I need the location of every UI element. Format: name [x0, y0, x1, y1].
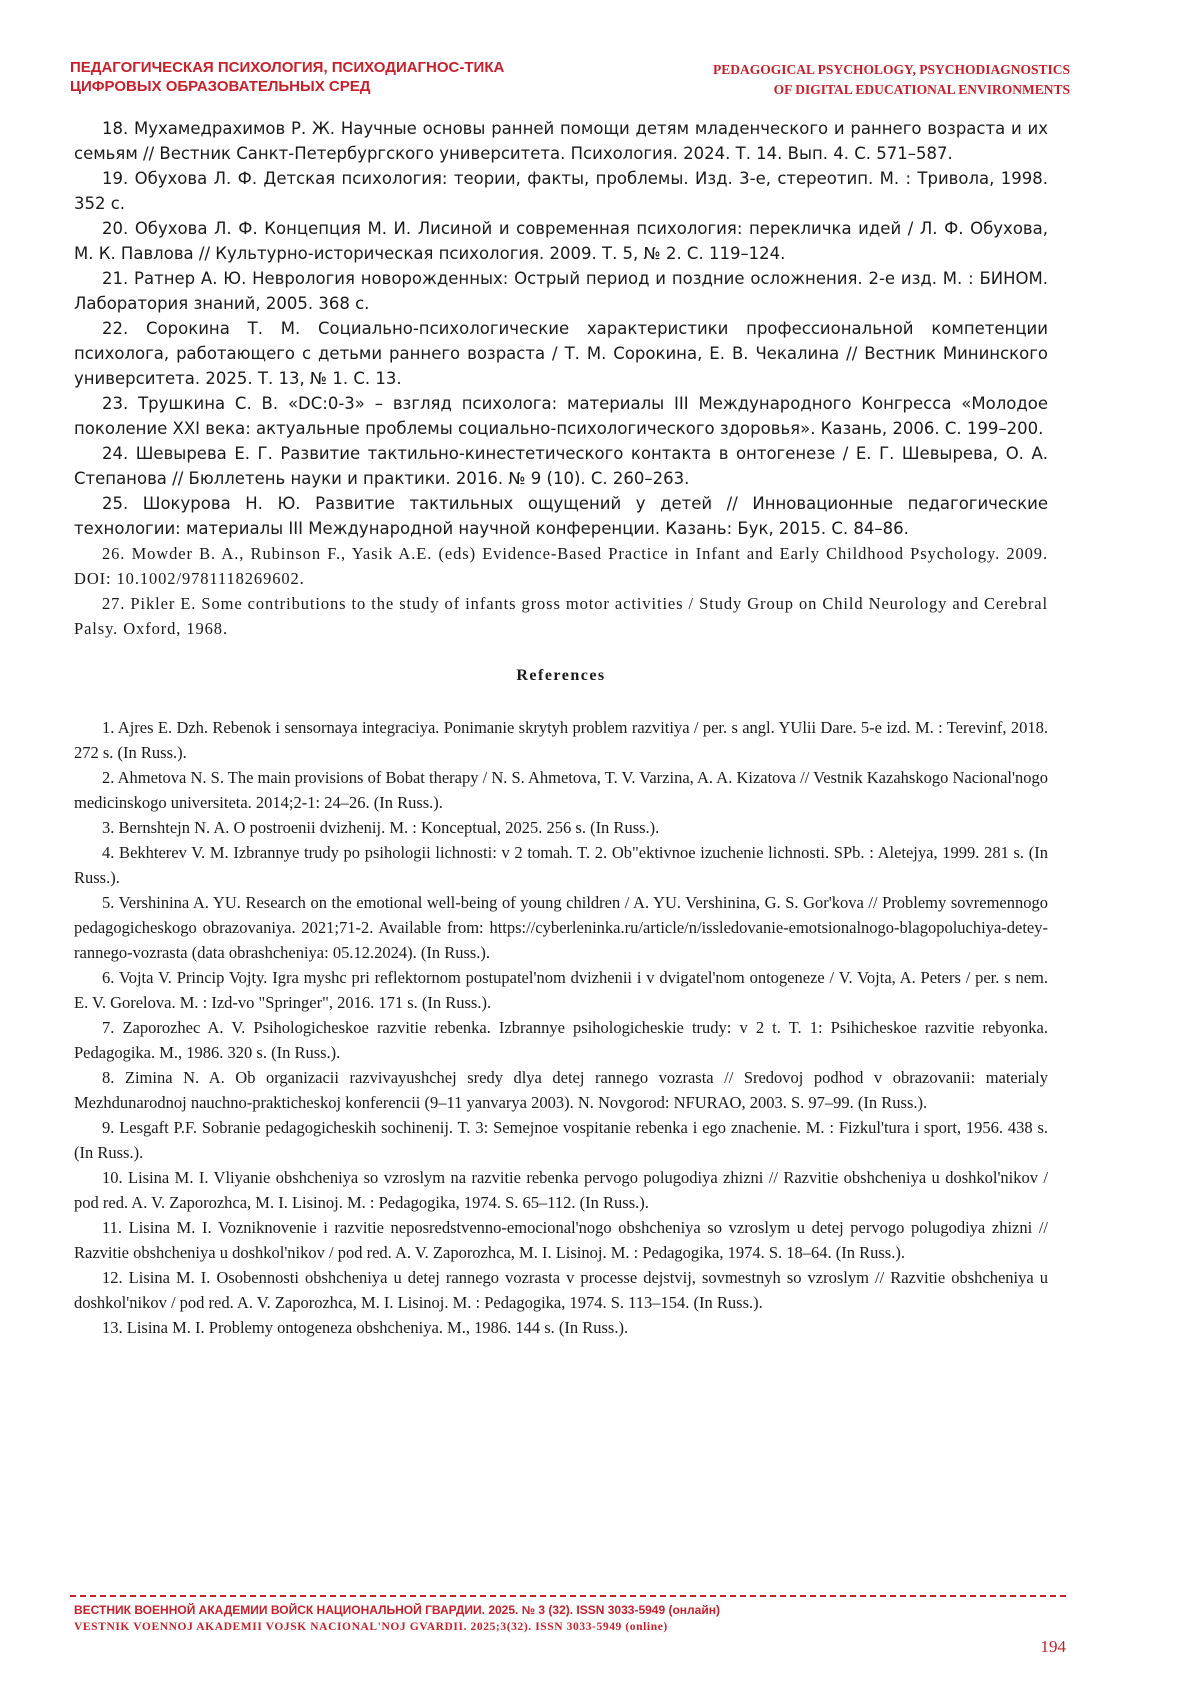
references-list	[74, 715, 1048, 1340]
bibliography-en-list	[74, 541, 1048, 641]
running-header-ru: ПЕДАГОГИЧЕСКАЯ ПСИХОЛОГИЯ, ПСИХОДИАГНОС-ТИКА ЦИФРОВЫХ ОБРАЗОВАТЕЛЬНЫХ СРЕД	[70, 59, 505, 95]
bibliography-item: 18. Мухамедрахимов Р. Ж. Научные основы ранней помощи детям младенческого и раннего возраста и их семьям // Вестник Санкт-Петербургского университета. Психология. 2024. Т. 14. Вып. 4. С. 571–587.	[74, 119, 1048, 163]
bibliography-item: 22. Сорокина Т. М. Социально-психологические характеристики профессиональной компетенции психолога, работающего с детьми раннего возраста / Т. М. Сорокина, Е. В. Чекалина // Вестник Мининского университета. 2025. Т. 13, № 1. С. 13.	[74, 319, 1048, 388]
reference-item: 5. Vershinina A. YU. Research on the emotional well-being of young children / A. YU. Vershinina, G. S. Gor'kova // Problemy sovremennogo pedagogicheskogo obrazovaniya. 2021;71-2. Available from: https://cyberleninka.ru/article/n/issledovanie-emotsionalnogo-blagopoluchiya-detey-rannego-vozrasta (data obrashcheniya: 05.12.2024). (In Russ.).	[74, 893, 1048, 962]
reference-item: 3. Bernshtejn N. A. O postroenii dvizhenij. M. : Konceptual, 2025. 256 s. (In Russ.).	[102, 818, 660, 837]
reference-item: 4. Bekhterev V. M. Izbrannye trudy po psihologii lichnosti: v 2 tomah. T. 2. Ob"ektivnoe izuchenie lichnosti. SPb. : Aletejya, 1999. 281 s. (In Russ.).	[74, 843, 1048, 887]
bibliography-item: 19. Обухова Л. Ф. Детская психология: теории, факты, проблемы. Изд. 3-е, стереотип. М. : Тривола, 1998. 352 с.	[74, 169, 1048, 213]
references-heading: References	[516, 667, 606, 684]
page-content	[74, 116, 1048, 1340]
bibliography-item: 25. Шокурова Н. Ю. Развитие тактильных ощущений у детей // Инновационные педагогические технологии: материалы III Международной научной конференции. Казань: Бук, 2015. С. 84–86.	[74, 494, 1048, 538]
reference-item: 10. Lisina M. I. Vliyanie obshcheniya so vzroslym na razvitie rebenka pervogo polugodiya zhizni // Razvitie obshcheniya u doshkol'nikov / pod red. A. V. Zaporozhca, M. I. Lisinoj. M. : Pedagogika, 1974. S. 65–112. (In Russ.).	[74, 1168, 1048, 1212]
footer-journal-en: VESTNIK VOENNOJ AKADEMII VOJSK NACIONAL'NOJ GVARDII. 2025;3(32). ISSN 3033-5949 (online)	[74, 1621, 668, 1633]
bibliography-item: 21. Ратнер А. Ю. Неврология новорожденных: Острый период и поздние осложнения. 2-е изд. М. : БИНОМ. Лаборатория знаний, 2005. 368 с.	[74, 269, 1048, 313]
reference-item: 11. Lisina M. I. Vozniknovenie i razvitie neposredstvenno-emocional'nogo obshcheniya so vzroslym u detej pervogo polugodiya zhizni // Razvitie obshcheniya u doshkol'nikov / pod red. A. V. Zaporozhca, M. I. Lisinoj. M. : Pedagogika, 1974. S. 18–64. (In Russ.).	[74, 1218, 1048, 1262]
bibliography-item: 27. Pikler E. Some contributions to the study of infants gross motor activities / Study Group on Child Neurology and Cerebral Palsy. Oxford, 1968.	[74, 594, 1048, 638]
reference-item: 13. Lisina M. I. Problemy ontogeneza obshcheniya. M., 1986. 144 s. (In Russ.).	[102, 1318, 629, 1337]
reference-item: 9. Lesgaft P.F. Sobranie pedagogicheskih sochinenij. T. 3: Semejnoe vospitanie rebenka i ego znachenie. M. : Fizkul'tura i sport, 1956. 438 s. (In Russ.).	[74, 1118, 1048, 1162]
reference-item: 7. Zaporozhec A. V. Psihologicheskoe razvitie rebenka. Izbrannye psihologicheskie trudy: v 2 t. T. 1: Psihicheskoe razvitie rebyonka. Pedagogika. M., 1986. 320 s. (In Russ.).	[74, 1018, 1048, 1062]
reference-item: 12. Lisina M. I. Osobennosti obshcheniya u detej rannego vozrasta v processe dejstvij, sovmestnyh so vzroslym // Razvitie obshcheniya u doshkol'nikov / pod red. A. V. Zaporozhca, M. I. Lisinoj. M. : Pedagogika, 1974. S. 113–154. (In Russ.).	[74, 1268, 1048, 1312]
footer-divider	[70, 1595, 1066, 1597]
running-header-en	[550, 60, 1070, 100]
bibliography-item: 20. Обухова Л. Ф. Концепция М. И. Лисиной и современная психология: перекличка идей / Л. Ф. Обухова, М. К. Павлова // Культурно-историческая психология. 2009. Т. 5, № 2. С. 119–124.	[74, 219, 1048, 263]
footer-journal-ru: ВЕСТНИК ВОЕННОЙ АКАДЕМИИ ВОЙСК НАЦИОНАЛЬНОЙ ГВАРДИИ. 2025. № 3 (32). ISSN 3033-5949 (онлайн)	[74, 1603, 720, 1617]
bibliography-item: 26. Mowder B. A., Rubinson F., Yasik A.E. (eds) Evidence-Based Practice in Infant and Early Childhood Psychology. 2009. DOI: 10.1002/9781118269602.	[74, 544, 1048, 588]
page-number: 194	[1040, 1637, 1066, 1656]
running-header-en-line1: PEDAGOGICAL PSYCHOLOGY, PSYCHODIAGNOSTICS	[713, 62, 1070, 77]
bibliography-item: 23. Трушкина С. В. «DC:0-3» – взгляд психолога: материалы III Международного Конгресса «Молодое поколение XXI века: актуальные проблемы социально-психологического здоровья». Казань, 2006. С. 199–200.	[74, 394, 1048, 438]
reference-item: 1. Ajres E. Dzh. Rebenok i sensornaya integraciya. Ponimanie skrytyh problem razvitiya / per. s angl. YUlii Dare. 5-e izd. M. : Terevinf, 2018. 272 s. (In Russ.).	[74, 718, 1048, 762]
reference-item: 2. Ahmetova N. S. The main provisions of Bobat therapy / N. S. Ahmetova, T. V. Varzina, A. A. Kizatova // Vestnik Kazahskogo Nacional'nogo medicinskogo universiteta. 2014;2-1: 24–26. (In Russ.).	[74, 768, 1048, 812]
reference-item: 8. Zimina N. A. Ob organizacii razvivayushchej sredy dlya detej rannego vozrasta // Sredovoj podhod v obrazovanii: materialy Mezhdunarodnoj nauchno-prakticheskoj konferencii (9–11 yanvarya 2003). N. Novgorod: NFURAO, 2003. S. 97–99. (In Russ.).	[74, 1068, 1048, 1112]
bibliography-ru-list	[74, 116, 1048, 541]
reference-item: 6. Vojta V. Princip Vojty. Igra myshc pri reflektornom postupatel'nom dvizhenii i v dvigatel'nom ontogeneze / V. Vojta, A. Peters / per. s nem. E. V. Gorelova. M. : Izd-vo "Springer", 2016. 171 s. (In Russ.).	[74, 968, 1048, 1012]
running-header-en-line2: OF DIGITAL EDUCATIONAL ENVIRONMENTS	[773, 82, 1070, 97]
bibliography-item: 24. Шевырева Е. Г. Развитие тактильно-кинестетического контакта в онтогенезе / Е. Г. Шевырева, О. А. Степанова // Бюллетень науки и практики. 2016. № 9 (10). С. 260–263.	[74, 444, 1048, 488]
